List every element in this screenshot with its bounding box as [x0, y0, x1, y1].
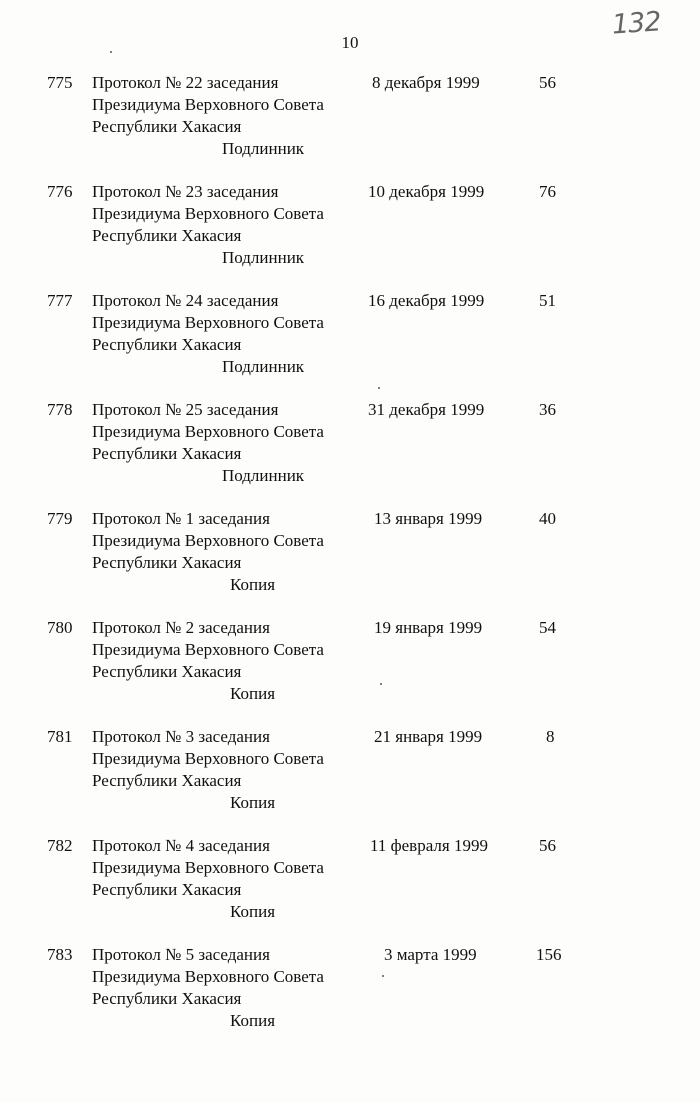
record-date: 21 января 1999	[374, 727, 483, 746]
record-status: Копия	[230, 902, 276, 921]
record-title-line: Президиума Верховного Совета	[92, 531, 324, 550]
record-page-count: 51	[539, 291, 556, 310]
record-782	[0, 835, 700, 944]
record-page-count: 54	[539, 618, 556, 637]
record-date: 10 декабря 1999	[368, 182, 485, 201]
record-status: Подлинник	[222, 139, 305, 158]
record-title-line: Республики Хакасия	[92, 117, 242, 136]
record-title-line: Республики Хакасия	[92, 444, 242, 463]
record-status: Копия	[230, 575, 276, 594]
record-page-count: 56	[539, 836, 556, 855]
record-number: 780	[47, 618, 73, 637]
record-title	[92, 617, 362, 683]
record-title	[92, 181, 362, 247]
scan-speck	[110, 51, 112, 53]
record-date: 11 февраля 1999	[370, 836, 488, 855]
record-title-line: Протокол № 3 заседания	[92, 727, 270, 746]
record-title-line: Президиума Верховного Совета	[92, 422, 324, 441]
record-number: 779	[47, 509, 73, 528]
record-title-line: Протокол № 1 заседания	[92, 509, 270, 528]
record-title-line: Президиума Верховного Совета	[92, 95, 324, 114]
record-number: 782	[47, 836, 73, 855]
record-title-line: Республики Хакасия	[92, 989, 242, 1008]
record-page-count: 40	[539, 509, 556, 528]
page-number: 10	[341, 33, 359, 52]
record-title	[92, 944, 362, 1010]
record-status: Копия	[230, 793, 276, 812]
record-status: Подлинник	[222, 357, 305, 376]
record-number: 778	[47, 400, 73, 419]
record-status: Подлинник	[222, 466, 305, 485]
record-number: 777	[47, 291, 73, 310]
record-title-line: Протокол № 24 заседания	[92, 291, 279, 310]
record-status: Копия	[230, 1011, 276, 1030]
record-title-line: Президиума Верховного Совета	[92, 858, 324, 877]
record-title-line: Республики Хакасия	[92, 662, 242, 681]
record-title-line: Республики Хакасия	[92, 335, 242, 354]
record-title	[92, 399, 362, 465]
record-777	[0, 290, 700, 399]
record-date: 13 января 1999	[374, 509, 483, 528]
record-number: 775	[47, 73, 73, 92]
record-title	[92, 72, 362, 138]
record-date: 31 декабря 1999	[368, 400, 485, 419]
record-title-line: Протокол № 2 заседания	[92, 618, 270, 637]
record-date: 8 декабря 1999	[372, 73, 480, 92]
record-title-line: Республики Хакасия	[92, 880, 242, 899]
record-title-line: Республики Хакасия	[92, 553, 242, 572]
scan-speck	[378, 387, 380, 389]
record-page-count: 8	[546, 727, 555, 746]
record-title	[92, 726, 362, 792]
scan-speck	[382, 975, 384, 977]
record-page-count: 76	[539, 182, 556, 201]
record-title-line: Президиума Верховного Совета	[92, 313, 324, 332]
record-title-line: Президиума Верховного Совета	[92, 967, 324, 986]
record-778	[0, 399, 700, 508]
record-status: Подлинник	[222, 248, 305, 267]
record-page-count: 36	[539, 400, 556, 419]
record-status: Копия	[230, 684, 276, 703]
record-title-line: Республики Хакасия	[92, 771, 242, 790]
record-783	[0, 944, 700, 1053]
record-title-line: Президиума Верховного Совета	[92, 204, 324, 223]
record-title	[92, 508, 362, 574]
record-title	[92, 290, 362, 356]
record-number: 781	[47, 727, 73, 746]
record-title-line: Республики Хакасия	[92, 226, 242, 245]
record-page-count: 56	[539, 73, 556, 92]
record-title-line: Протокол № 23 заседания	[92, 182, 279, 201]
record-779	[0, 508, 700, 617]
scan-speck	[380, 683, 382, 685]
record-date: 16 декабря 1999	[368, 291, 485, 310]
record-781	[0, 726, 700, 835]
record-title-line: Протокол № 5 заседания	[92, 945, 270, 964]
record-title-line: Президиума Верховного Совета	[92, 640, 324, 659]
record-number: 776	[47, 182, 73, 201]
record-title-line: Президиума Верховного Совета	[92, 749, 324, 768]
record-776	[0, 181, 700, 290]
record-title-line: Протокол № 22 заседания	[92, 73, 279, 92]
record-title-line: Протокол № 25 заседания	[92, 400, 279, 419]
record-date: 19 января 1999	[374, 618, 483, 637]
record-date: 3 марта 1999	[384, 945, 477, 964]
records-list	[0, 72, 700, 1053]
record-page-count: 156	[536, 945, 562, 964]
record-title-line: Протокол № 4 заседания	[92, 836, 270, 855]
record-title	[92, 835, 362, 901]
archive-sheet-number: 132	[610, 6, 662, 41]
record-number: 783	[47, 945, 73, 964]
record-780	[0, 617, 700, 726]
record-775	[0, 72, 700, 181]
